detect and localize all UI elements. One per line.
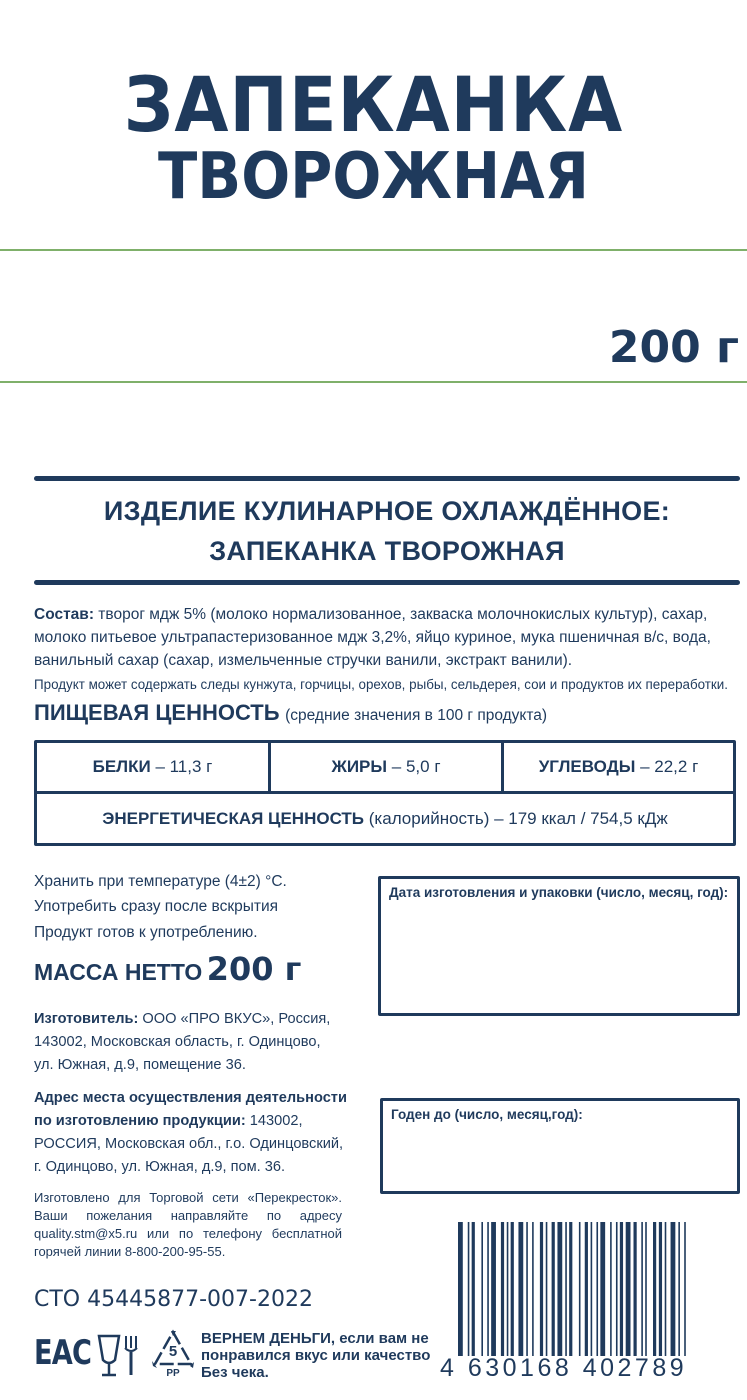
money-back-bold: ВЕРНЕМ ДЕНЬГИ, (201, 1330, 336, 1347)
storage-line2: Употребить сразу после вскрытия (34, 898, 279, 915)
nutrition-heading: ПИЩЕВАЯ ЦЕННОСТЬ (34, 700, 280, 725)
manufacturer-label: Изготовитель: (34, 1011, 139, 1027)
composition (34, 603, 746, 672)
energy-label: ЭНЕРГЕТИЧЕСКАЯ ЦЕННОСТЬ (102, 809, 365, 828)
nutrition-heading-wrap (34, 700, 547, 726)
money-back-note (201, 1330, 441, 1381)
manufacturer-line1: ООО «ПРО ВКУС», Россия, (142, 1011, 331, 1027)
carb-cell (504, 743, 733, 791)
manufacture-date-label: Дата изготовления и упаковки (число, месяц, год): (389, 885, 729, 900)
eac-icon (34, 1333, 106, 1373)
energy-sub: (калорийность) (368, 809, 490, 828)
product-title-line2: ТВОРОЖНАЯ (158, 140, 589, 214)
recycle-number: 5 (168, 1343, 178, 1360)
protein-cell (37, 743, 271, 791)
protein-value: – 11,3 г (155, 757, 213, 776)
manufacture-date-box (378, 876, 740, 1016)
nutrition-subheading: (средние значения в 100 г продукта) (285, 707, 548, 724)
composition-text: творог мдж 5% (молоко нормализованное, закваска молочнокислых культур), сахар, молоко питьевое ультрапастеризованное мдж 3,2%, яйцо куриное, мука пшеничная в/с, вода, ванильный сахар (сахар, измельченные стручки ванили, экстракт ванили). (34, 606, 711, 669)
manufacturer-line1-wrap (34, 1008, 354, 1030)
address-label2: по изготовлению продукции: (34, 1113, 246, 1129)
allergen-note: Продукт может содержать следы кунжута, горчицы, орехов, рыбы, сельдерея, сои и продуктов их переработки. (34, 677, 728, 692)
address-line3: г. Одинцово, ул. Южная, д.9, пом. 36. (34, 1159, 286, 1175)
standard-code: СТО 45445877-007-2022 (34, 1287, 313, 1312)
storage-line1: Хранить при температуре (4±2) °С. (34, 873, 287, 890)
rule-bottom (34, 580, 740, 585)
net-mass (34, 950, 301, 988)
product-title-line1: ЗАПЕКАНКА (123, 60, 624, 149)
green-divider-top (0, 249, 747, 251)
net-mass-label: МАССА НЕТТО (34, 959, 203, 985)
address-line2: РОССИЯ, Московская обл., г.о. Одинцовский, (34, 1136, 344, 1152)
recycle-code: PP (166, 1368, 180, 1379)
eac-mark-text: ЕАС (34, 1333, 92, 1373)
product-name-line2: ЗАПЕКАНКА ТВОРОЖНАЯ (209, 536, 565, 566)
money-back-line3: Без чека. (201, 1364, 269, 1381)
nutrition-table (34, 740, 736, 846)
retailer-note: Изготовлено для Торговой сети «Перекресток». Ваши пожелания направляйте по адресу quality.stm@x5.ru или по телефону бесплатной горячей линии 8-800-200-95-55. (34, 1190, 342, 1259)
address-label1 (34, 1087, 347, 1109)
barcode-digits: 4 630168 402789 (440, 1354, 688, 1382)
protein-label: БЕЛКИ (92, 757, 151, 776)
address-line1-wrap (34, 1110, 303, 1132)
recycle-icon (150, 1328, 196, 1382)
address-label1-text: Адрес места осуществления деятельности (34, 1090, 347, 1106)
fat-label: ЖИРЫ (331, 757, 388, 776)
weight-top: 200 г (608, 322, 739, 373)
expiry-date-label: Годен до (число, месяц,год): (391, 1107, 583, 1122)
net-mass-value: 200 г (206, 950, 302, 988)
energy-row (37, 794, 733, 844)
energy-value: – 179 ккал / 754,5 кДж (494, 809, 668, 828)
expiry-date-box (380, 1098, 740, 1194)
money-back-rest: если вам не понравился вкус или качество (201, 1330, 431, 1364)
carb-label: УГЛЕВОДЫ (538, 757, 636, 776)
manufacturer-line3: ул. Южная, д.9, помещение 36. (34, 1057, 246, 1073)
manufacturer-line2: 143002, Московская область, г. Одинцово, (34, 1034, 321, 1050)
carb-value: – 22,2 г (640, 757, 699, 776)
food-contact-icon (96, 1330, 146, 1380)
fat-cell (271, 743, 504, 791)
address-line1: 143002, (249, 1113, 303, 1129)
fat-value: – 5,0 г (391, 757, 441, 776)
composition-label: Состав: (34, 606, 94, 623)
product-name-line1: ИЗДЕЛИЕ КУЛИНАРНОЕ ОХЛАЖДЁННОЕ: (103, 496, 671, 526)
green-divider-bottom (0, 381, 747, 383)
nutrition-row-macros (37, 743, 733, 794)
rule-top (34, 476, 740, 481)
barcode (458, 1222, 740, 1356)
storage-line3: Продукт готов к употреблению. (34, 924, 258, 941)
